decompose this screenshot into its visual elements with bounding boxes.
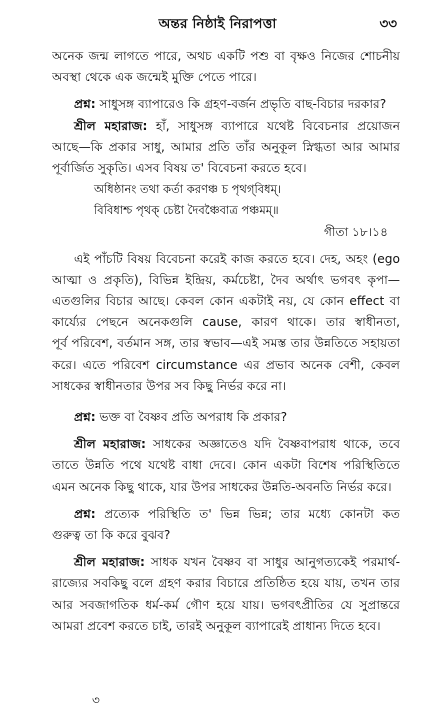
answer-1-line: শ্রীল মহারাজ: হাঁ, সাধুসঙ্গ ব্যাপারে যথেষ্ট বিবেচনার প্রয়োজন (74, 118, 400, 133)
question-text: ভক্ত বা বৈষ্ণব প্রতি অপরাধ কি প্রকার? (99, 410, 288, 424)
text-line: কার্য্যের পেছনে অনেকগুলি cause, কারণ থাকে। তার স্বাধীনতা, (52, 315, 400, 330)
text-line: অনেক জন্ম লাগতে পারে, অথচ একটি পশু বা বৃক্ষও নিজের শোচনীয় (52, 49, 400, 63)
text-line: এই পাঁচটি বিষয় বিবেচনা করেই কাজ করতে হবে। দেহ, অহং (ego (74, 251, 400, 266)
text-line: এতগুলির বিচার আছে। কেবল কোন একটাই নয়, যে কোন effect বা (52, 294, 400, 309)
text-line: পূর্ব পরিবেশ, বর্তমান সঙ্গ, তার স্বভাব—এই সমস্ত তার উন্নতিতে সহায়তা (52, 336, 400, 351)
page-header (0, 13, 435, 35)
text-line: আছে—কি প্রকার সাধু, আমার প্রতি তাঁর অনুকূল স্নিগ্ধতা আর আমার (52, 139, 400, 154)
text-line: করে। এতে পরিবেশ circumstance এর প্রভাব অনেক বেশী, কেবল (52, 357, 400, 372)
question-text: সাধুসঙ্গ ব্যাপারেও কি গ্রহণ-বর্জন প্রভৃতি বাছ-বিচার দরকার? (99, 97, 387, 112)
question-label: প্রশ্ন: (74, 97, 96, 112)
text-line: এমন অনেক কিছু থাকে, যার উপর সাধকের উন্নতি-অবনতি নির্ভর করে। (52, 479, 392, 494)
question-2 (52, 407, 400, 428)
answer-3-line: শ্রীল মহারাজ: সাধক যখন বৈষ্ণব বা সাধুর আনুগত্যকেই পরমার্থ- (74, 555, 400, 570)
verse-reference: গীতা ১৮।১৪ (323, 224, 388, 239)
answer-label: শ্রীল মহারাজ: (74, 437, 146, 452)
body-text (52, 46, 400, 637)
question-label: প্রশ্ন: (74, 506, 96, 521)
answer-2-line: শ্রীল মহারাজ: সাধকের অজ্ঞাতেও যদি বৈষ্ণবাপরাধ থাকে, তবে (74, 437, 400, 452)
text-line: পূর্বার্জিত সুকৃতি। এসব বিষয় ত' বিবেচনা করতে হবে। (52, 160, 307, 175)
question-1 (52, 94, 400, 115)
text-line: গুরুত্ব তা কি করে বুঝব? (52, 527, 171, 542)
answer-label: শ্রীল মহারাজ: (74, 555, 145, 570)
text-line: সাধকের স্বাধীনতার উপর সব কিছু নির্ভর করে না। (52, 378, 287, 393)
signature-mark: ৩ (92, 693, 100, 707)
question-3 (52, 504, 400, 525)
question-label: প্রশ্ন: (74, 410, 96, 424)
text-line: তাতে উন্নতি পথে যথেষ্ট বাধা দেবে। কোন একটা বিশেষ পরিস্থিতিতে (52, 458, 400, 473)
text-line: আমরা প্রবেশ করতে চাই, তারই অনুকূল ব্যাপারেই প্রাধান্য দিতে হবে। (52, 618, 381, 633)
verse-line: বিবিধাশ্চ পৃথক্‌ চেষ্টা দৈবঞ্চৈবাত্র পঞ্চমম্‌॥ (94, 203, 279, 218)
running-title: অন্তর নিষ্ঠাই নিরাপত্তা (158, 16, 277, 32)
page-number: ৩৩ (379, 16, 397, 32)
text-line: অবস্থা থেকে এক জন্মেই মুক্তি পেতে পারে। (52, 70, 257, 85)
question-text: প্রত্যেক পরিস্থিতি ত' ভিন্ন ভিন্ন; তার মধ্যে কোনটা কত (104, 506, 400, 521)
text-line: আর সবজাগতিক ধর্ম-কর্ম গৌণ হয়ে যায়। ভগবৎপ্রীতির যে সুপ্রান্তরে (52, 597, 400, 612)
answer-label: শ্রীল মহারাজ: (74, 118, 148, 133)
text-line: রাজ্যের সবকিছু বলে গ্রহণ করার বিচারে প্রতিষ্ঠিত হয়ে যায়, তখন তার (52, 576, 400, 591)
verse-line: অধিষ্ঠানং তথা কর্তা করণঞ্চ চ পৃথগ্‌বিধম্‌। (94, 182, 282, 197)
text-line: আত্মা ও প্রকৃতি), বিভিন্ন ইন্দ্রিয়, কর্মচেষ্টা, দৈব অর্থাৎ ভগবৎ কৃপা— (52, 272, 400, 287)
